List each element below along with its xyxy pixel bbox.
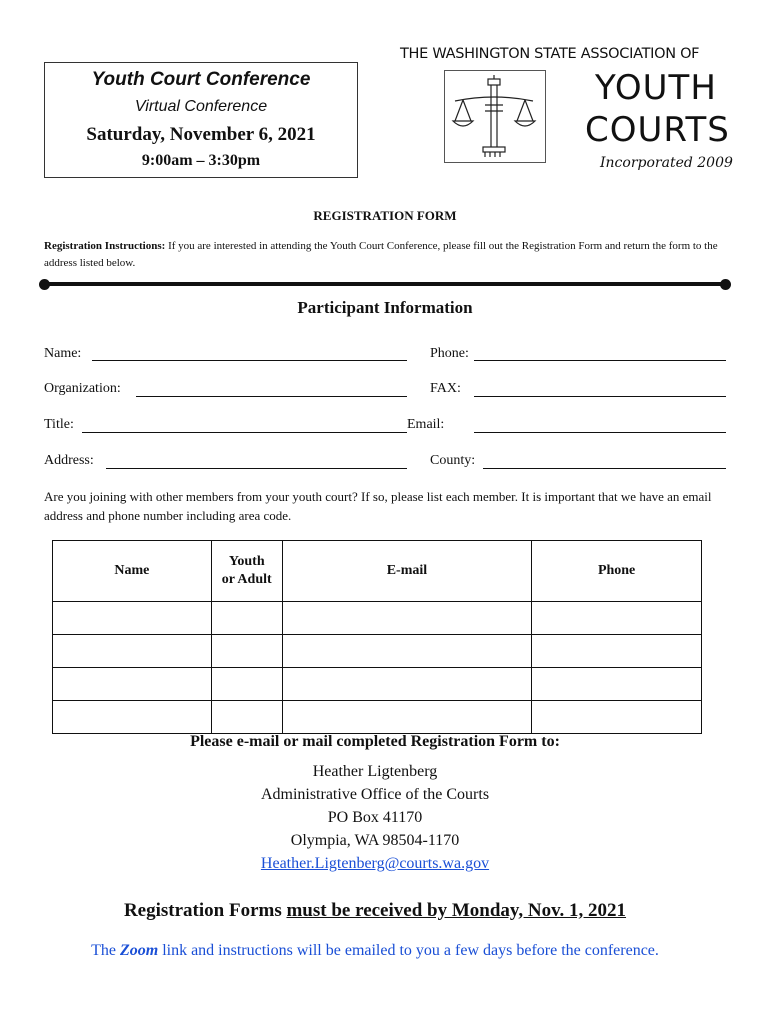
title-field[interactable] xyxy=(82,432,407,433)
table-row xyxy=(53,701,702,734)
column-header-youth-or-adult: Youth or Adult xyxy=(211,541,282,602)
member-type-cell[interactable] xyxy=(211,635,282,668)
fax-field[interactable] xyxy=(474,396,726,397)
instructions-label: Registration Instructions: xyxy=(44,240,166,252)
contact-email-row xyxy=(0,855,750,873)
contact-email-link[interactable]: Heather.Ligtenberg@courts.wa.gov xyxy=(260,855,490,872)
mailing-heading: Please e-mail or mail completed Registration Form to: xyxy=(190,733,560,750)
logo-word-courts: COURTS xyxy=(585,110,730,150)
zoom-word: Zoom xyxy=(119,942,159,959)
deadline-prefix: Registration Forms xyxy=(123,900,287,921)
conference-subtitle: Virtual Conference xyxy=(134,98,268,115)
registration-instructions xyxy=(44,238,734,272)
phone-label: Phone: xyxy=(430,346,469,361)
column-header-name: Name xyxy=(53,541,212,602)
address-field[interactable] xyxy=(106,468,407,469)
deadline-date: must be received by Monday, Nov. 1, 2021 xyxy=(286,900,627,921)
section-divider xyxy=(44,282,726,286)
phone-field[interactable] xyxy=(474,360,726,361)
name-field[interactable] xyxy=(92,360,407,361)
zoom-note-before: The xyxy=(91,942,120,959)
column-header-email: E-mail xyxy=(282,541,532,602)
contact-po-box: PO Box 41170 xyxy=(327,809,423,826)
member-name-cell[interactable] xyxy=(53,635,212,668)
member-phone-cell[interactable] xyxy=(532,635,702,668)
member-phone-cell[interactable] xyxy=(532,602,702,635)
contact-office: Administrative Office of the Courts xyxy=(260,786,490,803)
conference-title: Youth Court Conference xyxy=(91,69,311,90)
organization-field[interactable] xyxy=(136,396,407,397)
logo-word-youth: YOUTH xyxy=(595,68,717,108)
registration-deadline xyxy=(0,900,750,922)
member-email-cell[interactable] xyxy=(282,602,532,635)
county-field[interactable] xyxy=(483,468,726,469)
email-field[interactable] xyxy=(474,432,726,433)
scales-of-justice-icon xyxy=(444,70,546,163)
table-row xyxy=(53,602,702,635)
members-prompt: Are you joining with other members from your youth court? If so, please list each member. It is important that we have an email address and phone number including area code. xyxy=(44,489,712,523)
county-label: County: xyxy=(430,453,476,468)
name-label: Name: xyxy=(44,346,82,361)
association-name: THE WASHINGTON STATE ASSOCIATION OF xyxy=(400,46,700,62)
member-type-cell[interactable] xyxy=(211,701,282,734)
registration-form-title: REGISTRATION FORM xyxy=(313,208,457,223)
member-name-cell[interactable] xyxy=(53,602,212,635)
instructions-text: If you are interested in attending the Youth Court Conference, please fill out the Registration Form and return the form to the address listed below. xyxy=(44,240,718,269)
zoom-note-after: link and instructions will be emailed to you a few days before the conference. xyxy=(158,942,659,959)
table-row xyxy=(53,668,702,701)
divider-right-dot xyxy=(720,279,731,290)
member-phone-cell[interactable] xyxy=(532,701,702,734)
member-phone-cell[interactable] xyxy=(532,668,702,701)
table-row xyxy=(53,635,702,668)
member-email-cell[interactable] xyxy=(282,668,532,701)
member-name-cell[interactable] xyxy=(53,668,212,701)
conference-info-box xyxy=(44,62,358,178)
contact-city: Olympia, WA 98504-1170 xyxy=(290,832,460,849)
contact-name: Heather Ligtenberg xyxy=(312,763,438,780)
participant-info-heading: Participant Information xyxy=(297,298,473,317)
member-email-cell[interactable] xyxy=(282,701,532,734)
conference-date: Saturday, November 6, 2021 xyxy=(86,124,316,145)
member-type-cell[interactable] xyxy=(211,668,282,701)
conference-time: 9:00am – 3:30pm xyxy=(141,152,261,169)
title-label: Title: xyxy=(44,417,74,432)
incorporated-note: Incorporated 2009 xyxy=(600,155,733,171)
members-table xyxy=(52,540,702,734)
column-header-phone: Phone xyxy=(532,541,702,602)
member-email-cell[interactable] xyxy=(282,635,532,668)
zoom-note xyxy=(0,942,750,960)
organization-label: Organization: xyxy=(44,381,121,396)
fax-label: FAX: xyxy=(430,381,461,396)
address-label: Address: xyxy=(44,453,94,468)
email-label: Email: xyxy=(407,417,445,432)
member-name-cell[interactable] xyxy=(53,701,212,734)
member-type-cell[interactable] xyxy=(211,602,282,635)
